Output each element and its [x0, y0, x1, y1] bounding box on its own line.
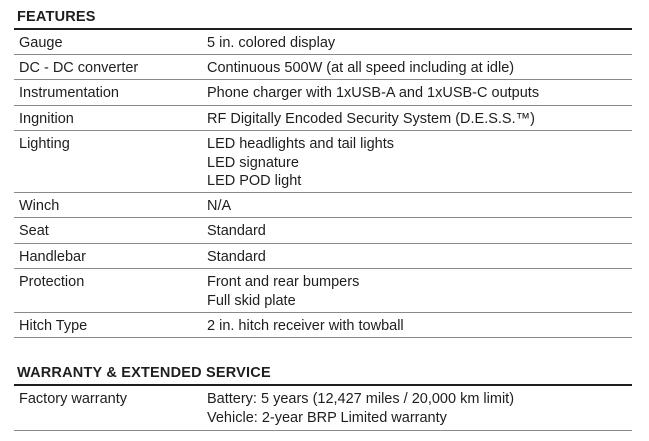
row-value: Standard	[207, 223, 266, 239]
table-row	[14, 106, 632, 132]
row-value: Continuous 500W (at all speed including at idle)	[207, 59, 515, 76]
row-value: Battery: 5 years (12,427 miles / 20,000 km limit) Vehicle: 2-year BRP Limited warranty	[207, 391, 515, 426]
table-row	[14, 131, 632, 193]
row-value: Front and rear bumpers Full skid plate	[207, 274, 360, 309]
row-label: Seat	[19, 223, 49, 239]
row-value: 5 in. colored display	[207, 35, 336, 51]
row-label: Instrumentation	[19, 85, 119, 101]
features-section	[14, 6, 632, 338]
table-row	[14, 313, 632, 339]
features-title: FEATURES	[14, 6, 632, 30]
table-row	[14, 193, 632, 219]
row-value: N/A	[207, 197, 232, 214]
row-label: Hitch Type	[19, 317, 88, 334]
row-label: Ingnition	[19, 110, 74, 127]
row-label: Protection	[19, 274, 85, 290]
row-value: 2 in. hitch receiver with towball	[207, 317, 404, 334]
row-value: Standard	[207, 248, 266, 265]
table-row	[14, 30, 632, 55]
table-row	[14, 244, 632, 270]
row-label: Winch	[19, 197, 60, 214]
table-row	[14, 55, 632, 81]
row-label: Factory warranty	[19, 391, 127, 407]
row-value: RF Digitally Encoded Security System (D.E.S.S.™)	[207, 110, 535, 127]
table-row	[14, 269, 632, 313]
table-row	[14, 386, 632, 431]
table-row	[14, 218, 632, 244]
row-label: Handlebar	[19, 248, 86, 265]
row-value: LED headlights and tail lights LED signature LED POD light	[207, 136, 395, 189]
row-label: Lighting	[19, 136, 70, 152]
row-label: DC - DC converter	[19, 59, 139, 76]
row-value: Phone charger with 1xUSB-A and 1xUSB-C outputs	[207, 85, 540, 101]
table-row	[14, 80, 632, 106]
warranty-title: WARRANTY & EXTENDED SERVICE	[14, 362, 632, 386]
row-label: Gauge	[19, 35, 63, 51]
warranty-section	[14, 362, 632, 431]
